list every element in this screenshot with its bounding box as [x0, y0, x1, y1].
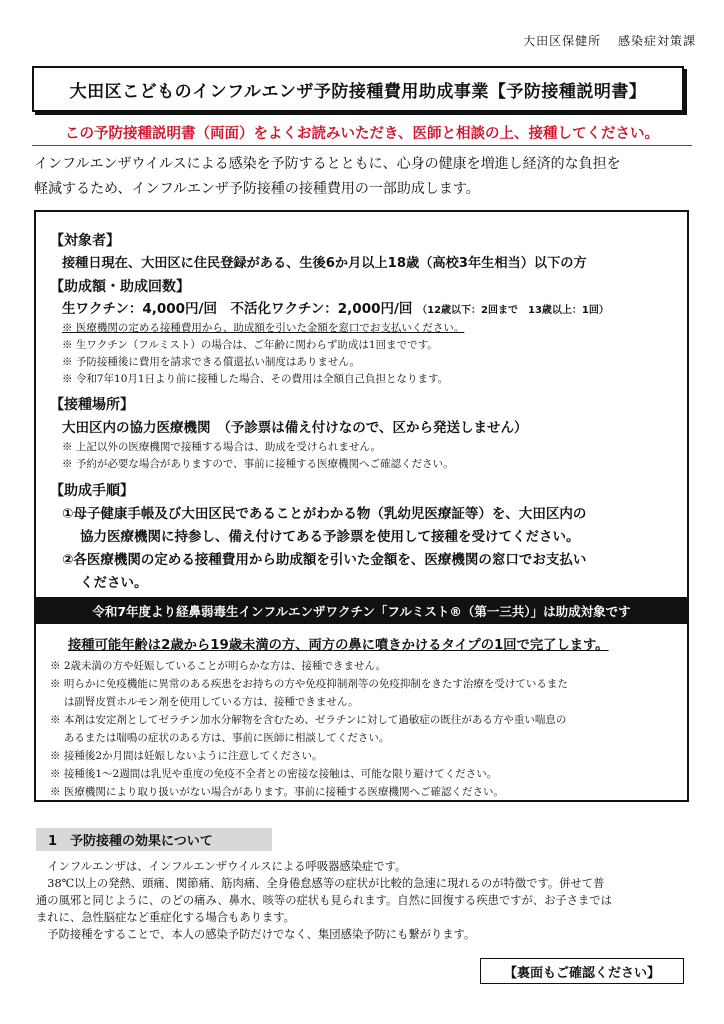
place-note: ※ 上記以外の医療機関で接種する場合は、助成を受けられません。 — [62, 441, 381, 453]
intro-paragraph — [34, 152, 690, 202]
flumist-note: ※ 明らかに免疫機能に異常のある疾患をお持ちの方や免疫抑制剤等の免疫抑制をきたす治療を受けているまた — [50, 678, 568, 690]
division-name: 感染症対策課 — [617, 34, 696, 48]
section1-line: インフルエンザは、インフルエンザウイルスによる呼吸器感染症です。 — [36, 860, 407, 873]
section1-line: 通の風邪と同じように、のどの痛み、鼻水、咳等の症状も見られます。自然に回復する疾患ですが、お子さまでは — [36, 894, 612, 907]
flumist-note: ※ 2歳未満の方や妊娠していることが明らかな方は、接種できません。 — [50, 660, 387, 672]
section1-body — [36, 858, 692, 943]
section1-line: 予防接種をすることで、本人の感染予防だけでなく、集団感染予防にも繋がります。 — [36, 928, 476, 941]
section1-heading: 1 予防接種の効果について — [36, 828, 272, 851]
subsidy-count: （12歳以下：2回まで 13歳以上：1回） — [417, 305, 609, 316]
procedure-step: ①母子健康手帳及び大田区民であることがわかる物（乳幼児医療証等）を、大田区内の — [62, 506, 587, 522]
flumist-note: ※ 本剤は安定剤としてゼラチン加水分解物を含むため、ゼラチンに対して過敏症の既往がある方や重い喘息の — [50, 714, 567, 726]
procedure-step: 協力医療機関に持参し、備え付けてある予診票を使用して接種を受けてください。 — [80, 529, 580, 545]
subsidy-heading: 【助成額・助成回数】 — [50, 279, 190, 295]
procedure-step: ②各医療機関の定める接種費用から助成額を引いた金額を、医療機関の窓口でお支払い — [62, 552, 587, 568]
red-notice: この予防接種説明書（両面）をよくお読みいただき、医師と相談の上、接種してください。 — [32, 122, 692, 146]
flumist-band-text: 令和7年度より経鼻弱毒生インフルエンザワクチン「フルミスト®（第一三共）」は助成対象です — [92, 603, 631, 619]
target-line: 接種日現在、大田区に住民登録がある、生後6か月以上18歳（高校3年生相当）以下の方 — [62, 256, 587, 271]
target-heading: 【対象者】 — [50, 233, 120, 249]
flumist-note: ※ 接種後1〜2週間は乳児や重度の免疫不全者との密接な接触は、可能な限り避けてください。 — [50, 768, 498, 780]
place-line: 大田区内の協力医療機関 （予診票は備え付けなので、区から発送しません） — [62, 420, 528, 436]
procedure-step: ください。 — [80, 575, 148, 591]
title-text: 大田区こどものインフルエンザ予防接種費用助成事業【予防接種説明書】 — [69, 81, 647, 102]
section1-line: まれに、急性脳症など重症化する場合もあります。 — [36, 911, 295, 924]
place-heading: 【接種場所】 — [50, 397, 134, 413]
subsidy-line — [62, 297, 609, 317]
intro-line: インフルエンザウイルスによる感染を予防するとともに、心身の健康を増進し経済的な負担を — [34, 156, 621, 172]
flumist-note: は副腎皮質ホルモン剤を使用している方は、接種できません。 — [50, 696, 359, 708]
flumist-note: ※ 医療機関により取り扱いがない場合があります。事前に接種する医療機関へご確認ください。 — [50, 786, 504, 798]
place-note: ※ 予約が必要な場合がありますので、事前に接種する医療機関へご確認ください。 — [62, 458, 454, 470]
flumist-band — [36, 597, 687, 624]
subsidy-amounts: 生ワクチン：4,000円/回 不活化ワクチン：2,000円/回 — [62, 301, 413, 317]
office-name: 大田区保健所 — [523, 34, 602, 48]
back-side-notice — [480, 958, 684, 984]
subsidy-note: ※ 令和7年10月1日より前に接種した場合、その費用は全額自己負担となります。 — [62, 373, 449, 385]
flumist-note: ※ 接種後2か月間は妊娠しないように注意してください。 — [50, 750, 323, 762]
flumist-note: あるまたは喘鳴の症状のある方は、事前に医師に相談してください。 — [50, 732, 390, 744]
document-title — [32, 66, 684, 112]
section1-line: 38℃以上の発熱、頭痛、関節痛、筋肉痛、全身倦怠感等の症状が比較的急速に現れるのが特徴です。併せて普 — [36, 877, 605, 890]
subsidy-note: ※ 予防接種後に費用を請求できる償還払い制度はありません。 — [62, 356, 360, 368]
header-department — [523, 32, 696, 49]
flumist-lead: 接種可能年齢は2歳から19歳未満の方、両方の鼻に噴きかけるタイプの1回で完了します。 — [68, 638, 609, 653]
procedure-heading: 【助成手順】 — [50, 483, 134, 499]
subsidy-note: ※ 医療機関の定める接種費用から、助成額を引いた金額を窓口でお支払いください。 — [62, 322, 465, 334]
intro-line: 軽減するため、インフルエンザ予防接種の接種費用の一部助成します。 — [34, 181, 480, 197]
subsidy-note: ※ 生ワクチン（フルミスト）の場合は、ご年齢に関わらず助成は1回までです。 — [62, 339, 438, 351]
back-side-text: 【裏面もご確認ください】 — [503, 965, 660, 981]
